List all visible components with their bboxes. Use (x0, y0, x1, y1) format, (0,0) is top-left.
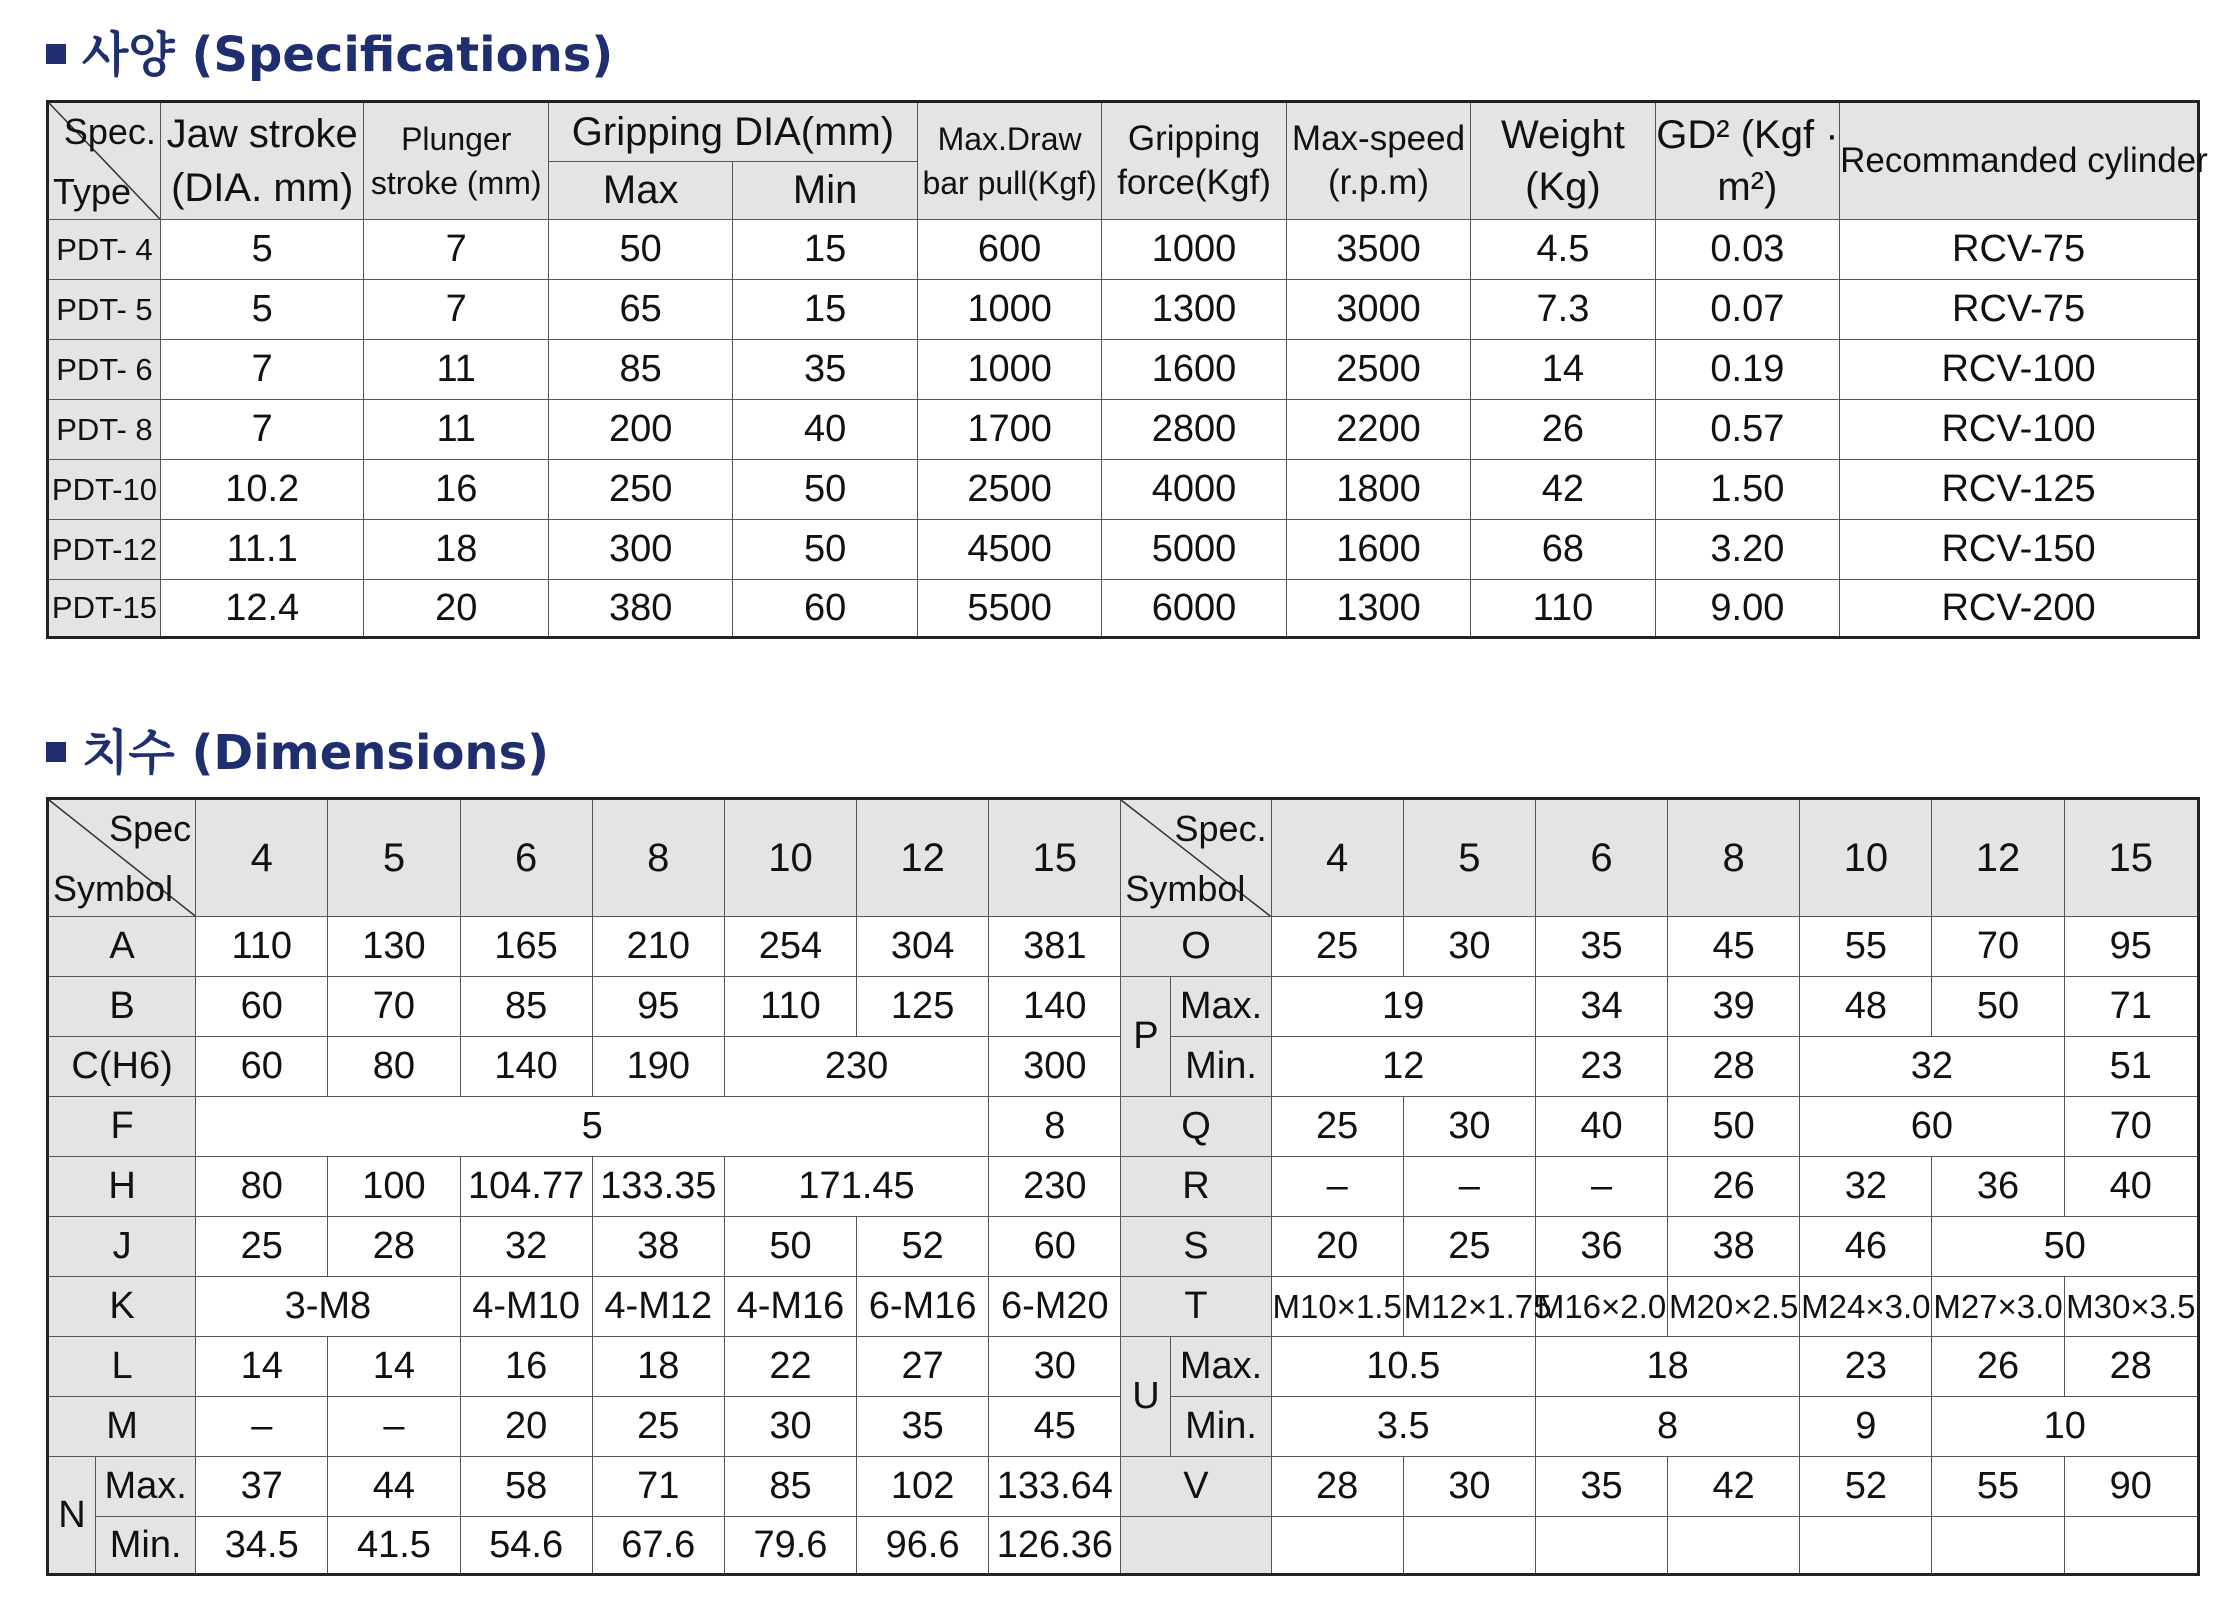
size-header: 10 (1800, 799, 1932, 917)
symbol-a: A (48, 917, 196, 977)
size-header: 5 (328, 799, 460, 917)
dim-cell: 4-M16 (724, 1277, 856, 1337)
empty-cell (1535, 1517, 1667, 1575)
dim-cell: 60 (196, 1037, 328, 1097)
corner-spec-label: Spec (109, 808, 192, 849)
gd2-cell: 0.57 (1655, 400, 1839, 460)
symbol-q: Q (1121, 1097, 1271, 1157)
dim-cell: 4-M10 (460, 1277, 592, 1337)
corner-type-label: Type (53, 171, 132, 212)
gd2-cell: 0.03 (1655, 220, 1839, 280)
pull-cell: 2500 (917, 460, 1101, 520)
dim-cell: 26 (1668, 1157, 1800, 1217)
dim-cell: 230 (989, 1157, 1121, 1217)
force-cell: 2800 (1102, 400, 1286, 460)
grip-max-cell: 50 (548, 220, 732, 280)
symbol-f: F (48, 1097, 196, 1157)
dim-cell: 133.64 (989, 1457, 1121, 1517)
symbol-s: S (1121, 1217, 1271, 1277)
cylinder-cell: RCV-100 (1840, 340, 2199, 400)
corner-symbol-label: Symbol (1125, 868, 1246, 909)
table-row (48, 1217, 2199, 1277)
dim-cell: 304 (857, 917, 989, 977)
dim-cell: 130 (328, 917, 460, 977)
dim-cell: 71 (592, 1457, 724, 1517)
dim-cell: 71 (2064, 977, 2198, 1037)
speed-cell: 3000 (1286, 280, 1470, 340)
dim-cell: 44 (328, 1457, 460, 1517)
table-row (48, 1157, 2199, 1217)
speed-cell: 2200 (1286, 400, 1470, 460)
dim-cell: 14 (328, 1337, 460, 1397)
plunger-cell: 11 (364, 340, 548, 400)
dim-cell: 23 (1535, 1037, 1667, 1097)
corner-symbol-label: Symbol (53, 868, 174, 909)
pull-cell: 1000 (917, 280, 1101, 340)
dim-cell: 230 (724, 1037, 988, 1097)
dim-cell: 35 (857, 1397, 989, 1457)
dim-cell: 10 (1932, 1397, 2199, 1457)
empty-cell (1800, 1517, 1932, 1575)
right-spec-symbol-corner (1121, 799, 1271, 917)
dim-cell: 125 (857, 977, 989, 1037)
dim-cell: 45 (1668, 917, 1800, 977)
dim-cell: 32 (1800, 1037, 2064, 1097)
header-gripping-max: Max (548, 162, 732, 220)
speed-cell: 1300 (1286, 580, 1470, 638)
dim-cell: 90 (2064, 1457, 2198, 1517)
dim-cell: 40 (2064, 1157, 2198, 1217)
square-bullet-icon (46, 742, 66, 762)
weight-cell: 42 (1471, 460, 1655, 520)
dim-cell: 28 (1668, 1037, 1800, 1097)
u-max-label: Max. (1171, 1337, 1271, 1397)
empty-symbol-cell (1121, 1517, 1271, 1575)
symbol-c-h6: C(H6) (48, 1037, 196, 1097)
dim-cell: 30 (724, 1397, 856, 1457)
gd2-cell: 0.07 (1655, 280, 1839, 340)
header-gripping-min: Min (733, 162, 917, 220)
dim-cell: 25 (196, 1217, 328, 1277)
grip-max-cell: 65 (548, 280, 732, 340)
table-row (48, 977, 2199, 1037)
dim-cell: 40 (1535, 1097, 1667, 1157)
weight-cell: 68 (1471, 520, 1655, 580)
table-row (48, 340, 2199, 400)
dim-cell: 140 (989, 977, 1121, 1037)
force-cell: 1300 (1102, 280, 1286, 340)
header-plunger-stroke: Plunger stroke (mm) (364, 102, 548, 220)
dim-cell: 381 (989, 917, 1121, 977)
weight-cell: 110 (1471, 580, 1655, 638)
grip-max-cell: 85 (548, 340, 732, 400)
dim-cell: 110 (724, 977, 856, 1037)
dim-cell: 60 (1800, 1097, 2064, 1157)
dim-cell: 80 (328, 1037, 460, 1097)
dim-cell: 19 (1271, 977, 1535, 1037)
dim-cell: 110 (196, 917, 328, 977)
dim-cell: 79.6 (724, 1517, 856, 1575)
dim-cell: – (1535, 1157, 1667, 1217)
dim-cell: 25 (1271, 917, 1403, 977)
dim-cell: 16 (460, 1337, 592, 1397)
dim-cell: 51 (2064, 1037, 2198, 1097)
size-header: 15 (989, 799, 1121, 917)
dim-cell: 140 (460, 1037, 592, 1097)
dim-cell: 9 (1800, 1397, 1932, 1457)
dim-cell: M24×3.0 (1800, 1277, 1932, 1337)
dim-cell: 38 (1668, 1217, 1800, 1277)
dim-cell: 35 (1535, 1457, 1667, 1517)
specifications-title: 사양 (Specifications) (46, 25, 613, 85)
symbol-u: U (1121, 1337, 1171, 1457)
dim-cell: 18 (1535, 1337, 1799, 1397)
u-min-label: Min. (1171, 1397, 1271, 1457)
grip-min-cell: 60 (733, 580, 917, 638)
dim-cell: 300 (989, 1037, 1121, 1097)
dim-cell: 80 (196, 1157, 328, 1217)
dim-cell: 37 (196, 1457, 328, 1517)
dim-cell: 70 (2064, 1097, 2198, 1157)
dim-cell: 35 (1535, 917, 1667, 977)
grip-min-cell: 50 (733, 520, 917, 580)
dim-cell: 60 (989, 1217, 1121, 1277)
speed-cell: 2500 (1286, 340, 1470, 400)
dim-cell: 55 (1800, 917, 1932, 977)
table-row (48, 917, 2199, 977)
grip-max-cell: 380 (548, 580, 732, 638)
dim-cell: 25 (1403, 1217, 1535, 1277)
dim-cell: 34 (1535, 977, 1667, 1037)
spec-type-corner (48, 102, 161, 220)
type-cell: PDT-15 (48, 580, 161, 638)
dim-cell: 6-M16 (857, 1277, 989, 1337)
gd2-cell: 1.50 (1655, 460, 1839, 520)
dim-cell: 190 (592, 1037, 724, 1097)
dim-cell: 30 (989, 1337, 1121, 1397)
size-header: 6 (460, 799, 592, 917)
jaw-cell: 11.1 (160, 520, 364, 580)
square-bullet-icon (46, 44, 66, 64)
dim-cell: 55 (1932, 1457, 2064, 1517)
dim-cell: 38 (592, 1217, 724, 1277)
dim-cell: 8 (1535, 1397, 1799, 1457)
symbol-r: R (1121, 1157, 1271, 1217)
dim-cell: M30×3.5 (2064, 1277, 2198, 1337)
dim-cell: 28 (1271, 1457, 1403, 1517)
dim-cell: 102 (857, 1457, 989, 1517)
dim-cell: 46 (1800, 1217, 1932, 1277)
grip-min-cell: 50 (733, 460, 917, 520)
dim-cell: 25 (592, 1397, 724, 1457)
dim-cell: 25 (1271, 1097, 1403, 1157)
dim-cell: 50 (1668, 1097, 1800, 1157)
dim-cell: 3-M8 (196, 1277, 460, 1337)
grip-min-cell: 15 (733, 220, 917, 280)
cylinder-cell: RCV-100 (1840, 400, 2199, 460)
type-cell: PDT- 4 (48, 220, 161, 280)
header-gd2: GD² (Kgf · m²) (1655, 102, 1839, 220)
dim-cell: 20 (1271, 1217, 1403, 1277)
pull-cell: 1700 (917, 400, 1101, 460)
cylinder-cell: RCV-125 (1840, 460, 2199, 520)
grip-max-cell: 250 (548, 460, 732, 520)
plunger-cell: 7 (364, 280, 548, 340)
force-cell: 5000 (1102, 520, 1286, 580)
table-row (48, 580, 2199, 638)
dim-cell: M20×2.5 (1668, 1277, 1800, 1337)
speed-cell: 1800 (1286, 460, 1470, 520)
jaw-cell: 12.4 (160, 580, 364, 638)
dim-cell: 70 (328, 977, 460, 1037)
p-max-label: Max. (1171, 977, 1271, 1037)
force-cell: 4000 (1102, 460, 1286, 520)
dim-cell: 12 (1271, 1037, 1535, 1097)
weight-cell: 7.3 (1471, 280, 1655, 340)
jaw-cell: 7 (160, 340, 364, 400)
dim-cell: 45 (989, 1397, 1121, 1457)
header-gripping-force: Gripping force(Kgf) (1102, 102, 1286, 220)
dim-cell: 22 (724, 1337, 856, 1397)
type-cell: PDT- 8 (48, 400, 161, 460)
plunger-cell: 20 (364, 580, 548, 638)
dim-cell: 5 (196, 1097, 989, 1157)
symbol-v: V (1121, 1457, 1271, 1517)
dim-cell: 171.45 (724, 1157, 988, 1217)
size-header: 10 (724, 799, 856, 917)
dim-cell: 42 (1668, 1457, 1800, 1517)
empty-cell (2064, 1517, 2198, 1575)
dim-cell: 52 (857, 1217, 989, 1277)
grip-min-cell: 15 (733, 280, 917, 340)
dim-cell: 26 (1932, 1337, 2064, 1397)
force-cell: 1600 (1102, 340, 1286, 400)
dim-cell: 23 (1800, 1337, 1932, 1397)
size-header: 8 (1668, 799, 1800, 917)
n-min-label: Min. (96, 1517, 196, 1575)
gd2-cell: 9.00 (1655, 580, 1839, 638)
symbol-o: O (1121, 917, 1271, 977)
type-cell: PDT-10 (48, 460, 161, 520)
symbol-l: L (48, 1337, 196, 1397)
pull-cell: 5500 (917, 580, 1101, 638)
dim-cell: 95 (2064, 917, 2198, 977)
plunger-cell: 11 (364, 400, 548, 460)
dim-cell: 50 (724, 1217, 856, 1277)
header-recommended-cylinder: Recommanded cylinder (1840, 102, 2199, 220)
dim-cell: 50 (1932, 977, 2064, 1037)
dim-cell: 60 (196, 977, 328, 1037)
dimensions-table (46, 797, 2200, 1576)
dimensions-title: 치수 (Dimensions) (46, 723, 549, 783)
table-row (48, 1277, 2199, 1337)
size-header: 12 (857, 799, 989, 917)
dim-cell: 54.6 (460, 1517, 592, 1575)
dim-cell: 30 (1403, 1097, 1535, 1157)
jaw-cell: 5 (160, 220, 364, 280)
dim-cell: M16×2.0 (1535, 1277, 1667, 1337)
size-header: 15 (2064, 799, 2198, 917)
weight-cell: 26 (1471, 400, 1655, 460)
dim-cell: 28 (328, 1217, 460, 1277)
header-max-speed: Max-speed (r.p.m) (1286, 102, 1470, 220)
dim-cell: 10.5 (1271, 1337, 1535, 1397)
dim-cell: 67.6 (592, 1517, 724, 1575)
weight-cell: 14 (1471, 340, 1655, 400)
table-row (48, 220, 2199, 280)
dim-cell: 95 (592, 977, 724, 1037)
plunger-cell: 16 (364, 460, 548, 520)
grip-max-cell: 200 (548, 400, 732, 460)
table-row (48, 1337, 2199, 1397)
dim-cell: 28 (2064, 1337, 2198, 1397)
force-cell: 1000 (1102, 220, 1286, 280)
speed-cell: 3500 (1286, 220, 1470, 280)
dim-cell: 133.35 (592, 1157, 724, 1217)
speed-cell: 1600 (1286, 520, 1470, 580)
dim-cell: 104.77 (460, 1157, 592, 1217)
p-min-label: Min. (1171, 1037, 1271, 1097)
dim-cell: 52 (1800, 1457, 1932, 1517)
plunger-cell: 7 (364, 220, 548, 280)
pull-cell: 4500 (917, 520, 1101, 580)
dim-cell: 8 (989, 1097, 1121, 1157)
dim-cell: – (328, 1397, 460, 1457)
dim-cell: 30 (1403, 1457, 1535, 1517)
dim-cell: 32 (1800, 1157, 1932, 1217)
n-max-label: Max. (96, 1457, 196, 1517)
cylinder-cell: RCV-200 (1840, 580, 2199, 638)
header-jaw-stroke: Jaw stroke (DIA. mm) (160, 102, 364, 220)
dim-cell: 41.5 (328, 1517, 460, 1575)
dim-cell: 58 (460, 1457, 592, 1517)
table-row (48, 400, 2199, 460)
symbol-k: K (48, 1277, 196, 1337)
gd2-cell: 0.19 (1655, 340, 1839, 400)
table-row (48, 1097, 2199, 1157)
size-header: 5 (1403, 799, 1535, 917)
cylinder-cell: RCV-75 (1840, 280, 2199, 340)
symbol-n: N (48, 1457, 96, 1575)
size-header: 6 (1535, 799, 1667, 917)
weight-cell: 4.5 (1471, 220, 1655, 280)
left-spec-symbol-corner (48, 799, 196, 917)
size-header: 4 (196, 799, 328, 917)
type-cell: PDT-12 (48, 520, 161, 580)
dim-cell: – (196, 1397, 328, 1457)
header-weight: Weight (Kg) (1471, 102, 1655, 220)
dim-cell: M12×1.75 (1403, 1277, 1535, 1337)
empty-cell (1403, 1517, 1535, 1575)
corner-spec-label: Spec. (1174, 808, 1267, 849)
grip-max-cell: 300 (548, 520, 732, 580)
symbol-j: J (48, 1217, 196, 1277)
empty-cell (1932, 1517, 2064, 1575)
dim-cell: 6-M20 (989, 1277, 1121, 1337)
pull-cell: 600 (917, 220, 1101, 280)
dim-cell: 34.5 (196, 1517, 328, 1575)
jaw-cell: 10.2 (160, 460, 364, 520)
dim-cell: 50 (1932, 1217, 2199, 1277)
dim-cell: 3.5 (1271, 1397, 1535, 1457)
dim-cell: 85 (724, 1457, 856, 1517)
dim-cell: 85 (460, 977, 592, 1037)
dim-cell: 36 (1535, 1217, 1667, 1277)
jaw-cell: 7 (160, 400, 364, 460)
dim-cell: 18 (592, 1337, 724, 1397)
table-row (48, 460, 2199, 520)
table-row (48, 280, 2199, 340)
dim-cell: 254 (724, 917, 856, 977)
empty-cell (1271, 1517, 1403, 1575)
dim-cell: 165 (460, 917, 592, 977)
dim-cell: 126.36 (989, 1517, 1121, 1575)
force-cell: 6000 (1102, 580, 1286, 638)
dim-cell: 30 (1403, 917, 1535, 977)
symbol-p: P (1121, 977, 1171, 1097)
dim-cell: 96.6 (857, 1517, 989, 1575)
type-cell: PDT- 5 (48, 280, 161, 340)
header-gripping-dia: Gripping DIA(mm) (548, 102, 917, 162)
empty-cell (1668, 1517, 1800, 1575)
jaw-cell: 5 (160, 280, 364, 340)
symbol-b: B (48, 977, 196, 1037)
grip-min-cell: 35 (733, 340, 917, 400)
dim-cell: 36 (1932, 1157, 2064, 1217)
specifications-table (46, 100, 2208, 639)
size-header: 8 (592, 799, 724, 917)
header-draw-bar-pull: Max.Draw bar pull(Kgf) (917, 102, 1101, 220)
symbol-h: H (48, 1157, 196, 1217)
size-header: 4 (1271, 799, 1403, 917)
table-row (48, 1517, 2199, 1575)
size-header: 12 (1932, 799, 2064, 917)
dim-cell: 27 (857, 1337, 989, 1397)
table-row (48, 1457, 2199, 1517)
dim-cell: 20 (460, 1397, 592, 1457)
gd2-cell: 3.20 (1655, 520, 1839, 580)
cylinder-cell: RCV-150 (1840, 520, 2199, 580)
dim-cell: 48 (1800, 977, 1932, 1037)
symbol-m: M (48, 1397, 196, 1457)
grip-min-cell: 40 (733, 400, 917, 460)
pull-cell: 1000 (917, 340, 1101, 400)
dim-cell: 210 (592, 917, 724, 977)
dim-cell: – (1271, 1157, 1403, 1217)
dim-cell: 32 (460, 1217, 592, 1277)
dim-cell: 14 (196, 1337, 328, 1397)
dim-cell: M10×1.5 (1271, 1277, 1403, 1337)
dim-cell: 39 (1668, 977, 1800, 1037)
dim-cell: 70 (1932, 917, 2064, 977)
table-row (48, 520, 2199, 580)
dim-cell: 100 (328, 1157, 460, 1217)
dimensions-header-row (48, 799, 2199, 917)
corner-spec-label: Spec. (63, 111, 156, 152)
dim-cell: 4-M12 (592, 1277, 724, 1337)
type-cell: PDT- 6 (48, 340, 161, 400)
plunger-cell: 18 (364, 520, 548, 580)
symbol-t: T (1121, 1277, 1271, 1337)
dim-cell: M27×3.0 (1932, 1277, 2064, 1337)
cylinder-cell: RCV-75 (1840, 220, 2199, 280)
dim-cell: – (1403, 1157, 1535, 1217)
